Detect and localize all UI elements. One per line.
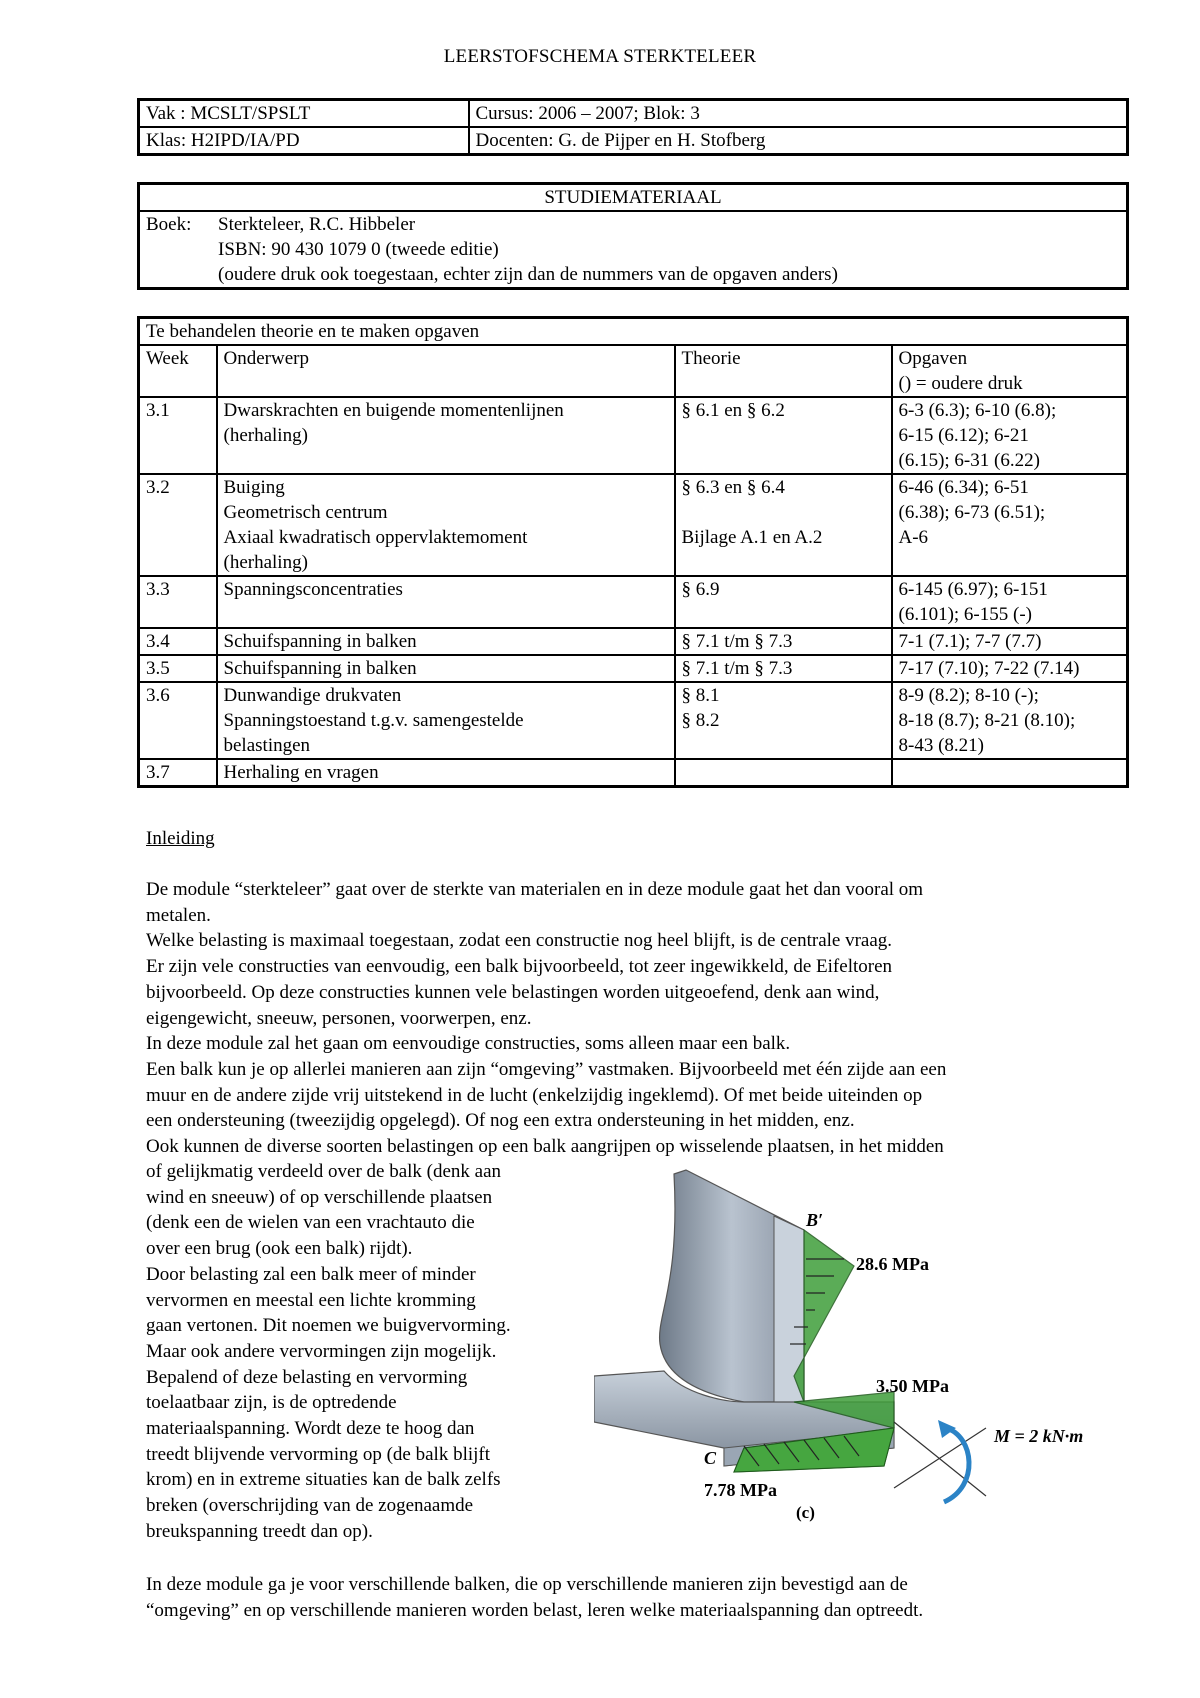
- onderwerp-cell-line: Herhaling en vragen: [223, 762, 379, 783]
- theorie-cell: [675, 655, 892, 682]
- paragraph-line: breukspanning treedt dan op).: [146, 1520, 373, 1542]
- week-cell: 3.7: [139, 759, 217, 787]
- onderwerp-cell-line: Buiging: [223, 477, 285, 498]
- theorie-cell-line: § 6.9: [681, 579, 720, 600]
- paragraph-line: Door belasting zal een balk meer of minder: [146, 1263, 476, 1285]
- paragraph-line: Er zijn vele constructies van eenvoudig, een balk bijvoorbeeld, tot zeer ingewikkeld, de Eifeltoren: [146, 956, 893, 978]
- opgaven-cell-line: (6.38); 6-73 (6.51);: [898, 502, 1046, 523]
- book-title: Sterkteleer, R.C. Hibbeler: [218, 214, 416, 235]
- figure-caption: (c): [796, 1503, 815, 1522]
- theorie-cell-line: § 8.1: [681, 685, 720, 706]
- paragraph-line: In deze module zal het gaan om eenvoudige constructies, soms alleen maar een balk.: [146, 1033, 791, 1055]
- paragraph-line: wind en sneeuw) of op verschillende plaatsen: [146, 1186, 493, 1208]
- paragraph-line: een ondersteuning (tweezijdig opgelegd). Of nog een extra ondersteuning in het midden, enz.: [146, 1110, 855, 1132]
- label-moment: M = 2 kN·m: [994, 1426, 1084, 1446]
- onderwerp-cell: [217, 628, 675, 655]
- opgaven-cell: [892, 397, 1128, 474]
- theorie-cell: [675, 628, 892, 655]
- study-material-table: [137, 182, 1129, 290]
- schedule-row: [139, 397, 1128, 474]
- theorie-cell-line: Bijlage A.1 en A.2: [681, 527, 823, 548]
- schedule-row: [139, 576, 1128, 628]
- col-opgaven: Opgaven () = oudere druk: [892, 345, 1128, 397]
- onderwerp-cell: [217, 474, 675, 576]
- onderwerp-cell-line: Dunwandige drukvaten: [223, 685, 402, 706]
- study-material-heading: STUDIEMATERIAAL: [139, 184, 1128, 212]
- theorie-cell-line: § 6.1 en § 6.2: [681, 400, 785, 421]
- onderwerp-cell: [217, 655, 675, 682]
- theorie-cell: [675, 682, 892, 759]
- book-isbn: ISBN: 90 430 1079 0 (tweede editie): [218, 239, 499, 260]
- label-stress-top: 28.6 MPa: [856, 1254, 929, 1274]
- onderwerp-cell-line: Dwarskrachten en buigende momentenlijnen: [223, 400, 564, 421]
- paragraph-line: krom) en in extreme situaties kan de balk zelfs: [146, 1469, 501, 1491]
- onderwerp-cell-line: Spanningsconcentraties: [223, 579, 403, 600]
- opgaven-cell-line: 6-46 (6.34); 6-51: [898, 477, 1029, 498]
- onderwerp-cell: [217, 682, 675, 759]
- week-cell: 3.3: [139, 576, 217, 628]
- week-cell: 3.1: [139, 397, 217, 474]
- theorie-cell-line: § 8.2: [681, 710, 720, 731]
- week-cell: 3.5: [139, 655, 217, 682]
- paragraph-line: muur en de andere zijde vrij uitstekend in de lucht (enkelzijdig ingeklemd). Of met beide uiteinden op: [146, 1084, 923, 1106]
- moment-axes: [894, 1422, 986, 1496]
- paragraph-line: vervormen en meestal een lichte kromming: [146, 1289, 476, 1311]
- week-cell: 3.4: [139, 628, 217, 655]
- paragraph-line: over een brug (ook een balk) rijdt).: [146, 1238, 413, 1260]
- paragraph-line: gaan vertonen. Dit noemen we buigvervorming.: [146, 1315, 511, 1337]
- vak-cell: Vak : MCSLT/SPSLT: [139, 100, 469, 128]
- paragraph-line: Ook kunnen de diverse soorten belastingen op een balk aangrijpen op wisselende plaatsen, in het midden: [146, 1136, 944, 1158]
- onderwerp-cell-line: (herhaling): [223, 552, 308, 573]
- opgaven-cell-line: 6-15 (6.12); 6-21: [898, 425, 1029, 446]
- klas-cell: Klas: H2IPD/IA/PD: [139, 127, 469, 155]
- paragraph-line: Bepalend of deze belasting en vervorming: [146, 1366, 468, 1388]
- theorie-cell: [675, 576, 892, 628]
- book-note: (oudere druk ook toegestaan, echter zijn dan de nummers van de opgaven anders): [218, 264, 838, 285]
- onderwerp-cell-line: belastingen: [223, 735, 311, 756]
- col-onderwerp: Onderwerp: [217, 345, 675, 397]
- opgaven-note: () = oudere druk: [898, 373, 1023, 394]
- opgaven-cell-line: 8-18 (8.7); 8-21 (8.10);: [898, 710, 1076, 731]
- inleiding-heading-block: [146, 826, 1106, 852]
- onderwerp-cell: [217, 759, 675, 787]
- inleiding-wrapped-paragraph: [146, 1159, 586, 1545]
- onderwerp-cell: [217, 397, 675, 474]
- onderwerp-cell-line: Schuifspanning in balken: [223, 658, 417, 679]
- theorie-cell-line: § 7.1 t/m § 7.3: [681, 631, 793, 652]
- paragraph-line: De module “sterkteleer” gaat over de sterkte van materialen en in deze module gaat het dan vooral om: [146, 879, 924, 900]
- inleiding-paragraph: [146, 877, 1106, 1160]
- week-cell: 3.6: [139, 682, 217, 759]
- opgaven-cell-line: A-6: [898, 527, 929, 548]
- theorie-cell-line: § 6.3 en § 6.4: [681, 477, 785, 498]
- paragraph-line: eigengewicht, sneeuw, personen, voorwerpen, enz.: [146, 1007, 532, 1029]
- opgaven-cell: [892, 682, 1128, 759]
- onderwerp-cell-line: Geometrisch centrum: [223, 502, 388, 523]
- inleiding-final-paragraph: [146, 1572, 1106, 1623]
- schedule-table: [137, 316, 1129, 788]
- opgaven-cell-line: (6.101); 6-155 (-): [898, 604, 1032, 625]
- paragraph-line: bijvoorbeeld. Op deze constructies kunnen vele belastingen worden uitgeoefend, denk aan wind,: [146, 981, 880, 1003]
- opgaven-cell: [892, 759, 1128, 787]
- opgaven-cell-line: 7-17 (7.10); 7-22 (7.14): [898, 658, 1080, 679]
- opgaven-cell: [892, 628, 1128, 655]
- onderwerp-cell-line: (herhaling): [223, 425, 308, 446]
- schedule-row: [139, 655, 1128, 682]
- docenten-cell: Docenten: G. de Pijper en H. Stofberg: [469, 127, 1128, 155]
- paragraph-line: of gelijkmatig verdeeld over de balk (denk aan: [146, 1161, 502, 1182]
- boek-label: Boek:: [146, 214, 192, 235]
- opgaven-cell: [892, 474, 1128, 576]
- schedule-rows: [139, 397, 1128, 787]
- theorie-cell-line: [682, 500, 885, 525]
- col-theorie: Theorie: [675, 345, 892, 397]
- opgaven-cell-line: 8-43 (8.21): [898, 735, 984, 756]
- paragraph-line: In deze module ga je voor verschillende balken, die op verschillende manieren zijn bevestigd aan de: [146, 1574, 908, 1595]
- label-stress-bottom: 7.78 MPa: [704, 1480, 777, 1500]
- onderwerp-cell-line: Schuifspanning in balken: [223, 631, 417, 652]
- col-week: Week: [139, 345, 217, 397]
- schedule-heading: Te behandelen theorie en te maken opgaven: [139, 318, 1128, 346]
- paragraph-line: toelaatbaar zijn, is de optredende: [146, 1392, 397, 1414]
- course-info-table: [137, 98, 1129, 156]
- week-cell: 3.2: [139, 474, 217, 576]
- paragraph-line: Een balk kun je op allerlei manieren aan zijn “omgeving” vastmaken. Bijvoorbeeld met één zijde aan een: [146, 1058, 947, 1080]
- stress-distribution-figure: [594, 1166, 1134, 1522]
- page-title: LEERSTOFSCHEMA STERKTELEER: [443, 46, 757, 67]
- opgaven-cell-line: 7-1 (7.1); 7-7 (7.7): [898, 631, 1042, 652]
- paragraph-line: treedt blijvende vervorming op (de balk blijft: [146, 1443, 491, 1465]
- onderwerp-cell: [217, 576, 675, 628]
- study-material-body: [139, 211, 1128, 289]
- theorie-cell: [675, 397, 892, 474]
- opgaven-cell: [892, 655, 1128, 682]
- inleiding-heading: Inleiding: [146, 828, 215, 849]
- paragraph-line: metalen.: [146, 904, 211, 926]
- theorie-cell: [675, 474, 892, 576]
- paragraph-line: materiaalspanning. Wordt deze te hoog dan: [146, 1418, 475, 1440]
- opgaven-cell-line: 6-3 (6.3); 6-10 (6.8);: [898, 400, 1057, 421]
- paragraph-line: “omgeving” en op verschillende manieren worden belast, leren welke materiaalspanning dan optreedt.: [146, 1599, 924, 1621]
- label-c: C: [704, 1448, 717, 1468]
- cursus-cell: Cursus: 2006 – 2007; Blok: 3: [469, 100, 1128, 128]
- schedule-row: [139, 474, 1128, 576]
- opgaven-cell-line: (6.15); 6-31 (6.22): [898, 450, 1040, 471]
- paragraph-line: Welke belasting is maximaal toegestaan, zodat een constructie nog heel blijft, is de centrale vraag.: [146, 930, 893, 952]
- schedule-row: [139, 628, 1128, 655]
- schedule-header-row: [139, 345, 1128, 397]
- schedule-row: [139, 682, 1128, 759]
- opgaven-cell-line: 6-145 (6.97); 6-151: [898, 579, 1048, 600]
- schedule-row: [139, 759, 1128, 787]
- paragraph-line: breken (overschrijding van de zogenaamde: [146, 1495, 474, 1517]
- opgaven-cell-line: 8-9 (8.2); 8-10 (-);: [898, 685, 1039, 706]
- onderwerp-cell-line: Spanningstoestand t.g.v. samengestelde: [223, 710, 524, 731]
- label-stress-mid: 3.50 MPa: [876, 1376, 949, 1396]
- label-b-prime: B′: [806, 1210, 824, 1230]
- theorie-cell: [675, 759, 892, 787]
- theorie-cell-line: § 7.1 t/m § 7.3: [681, 658, 793, 679]
- paragraph-line: Maar ook andere vervormingen zijn mogelijk.: [146, 1340, 497, 1362]
- onderwerp-cell-line: Axiaal kwadratisch oppervlaktemoment: [223, 527, 528, 548]
- paragraph-line: (denk een de wielen van een vrachtauto die: [146, 1212, 475, 1234]
- opgaven-cell: [892, 576, 1128, 628]
